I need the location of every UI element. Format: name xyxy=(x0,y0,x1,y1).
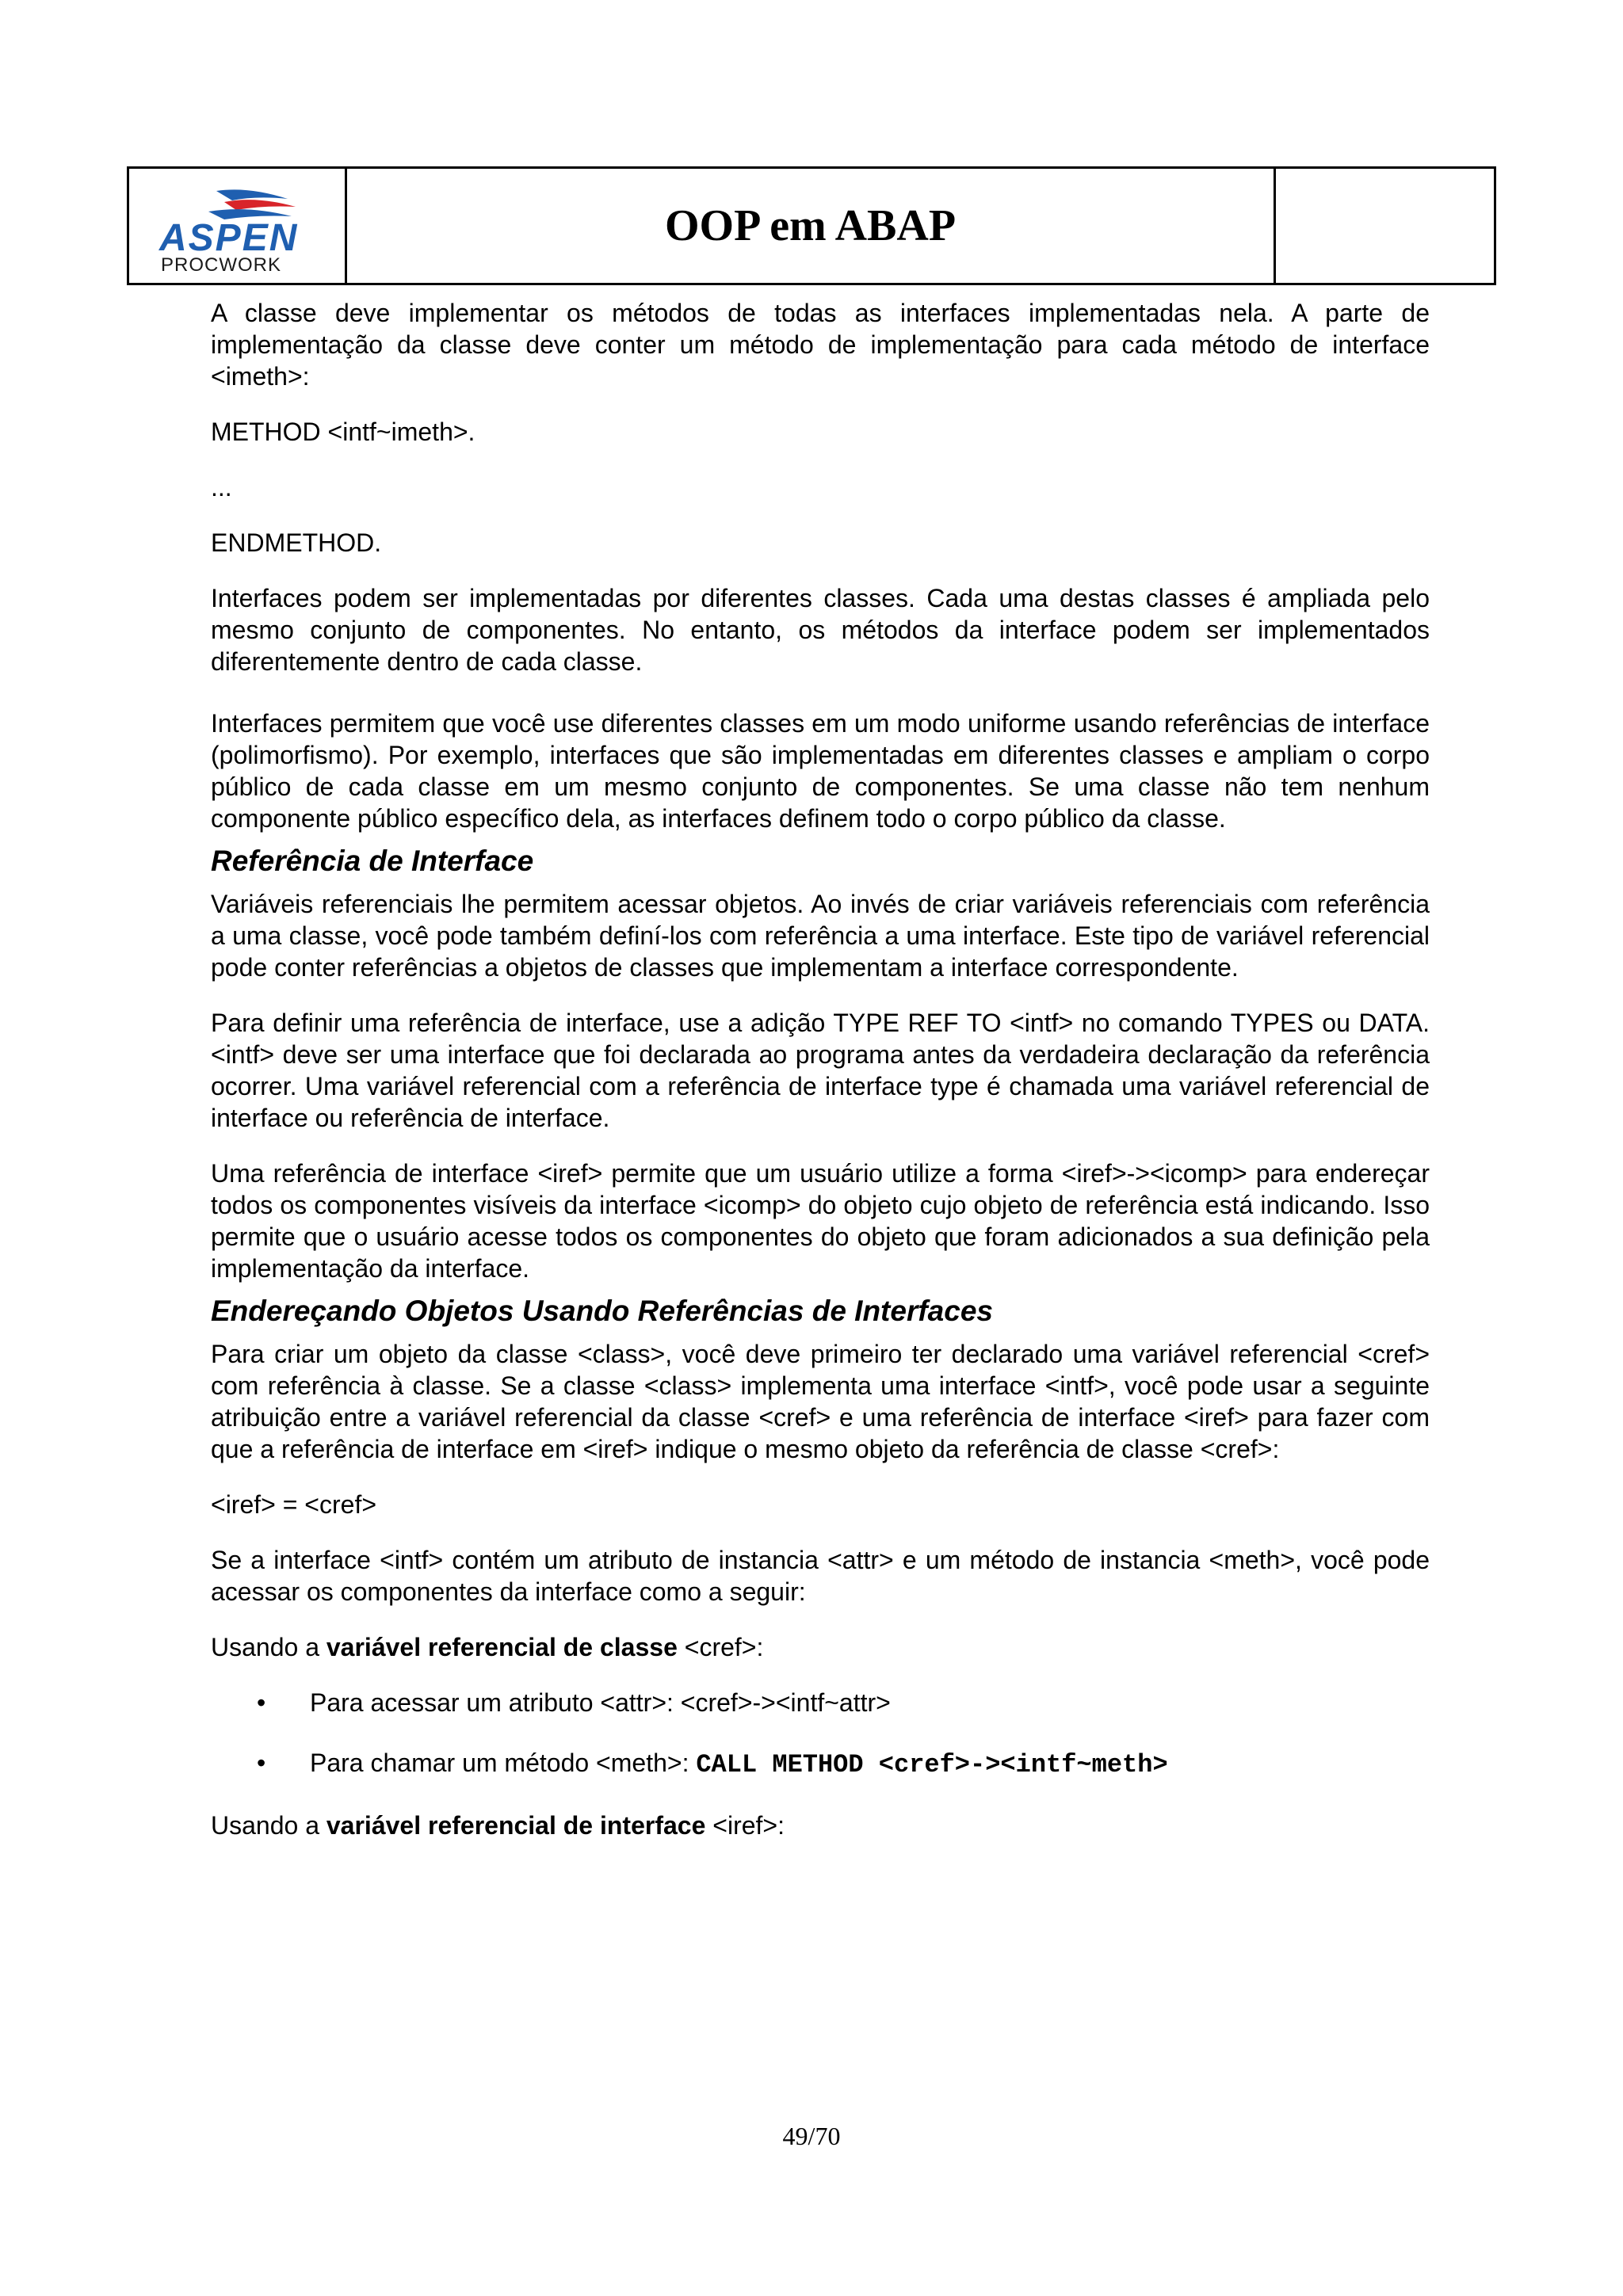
list-item xyxy=(211,1747,1430,1781)
code-line: ENDMETHOD. xyxy=(211,528,382,557)
bold-text: variável referencial de classe xyxy=(326,1633,678,1661)
paragraph: Interfaces permitem que você use diferentes classes em um modo uniforme usando referências de interface (polimorfismo). Por exemplo, interfaces que são implementadas em diferentes classes e ampliam o corpo público de cada classe em um mesmo conjunto de componentes. Se uma classe não tem nenhum componente público específico dela, as interfaces definem todo o corpo público da classe. xyxy=(211,709,1430,833)
list-item-text: Para acessar um atributo <attr>: <cref>-><intf~attr> xyxy=(310,1688,891,1717)
text-run: <iref>: xyxy=(705,1811,785,1840)
code-line: ... xyxy=(211,473,232,502)
list-item-text: Para chamar um método <meth>: xyxy=(310,1749,697,1777)
header-empty-cell xyxy=(1276,169,1494,283)
bullet-icon: • xyxy=(257,1749,266,1777)
code-line: METHOD <intf~imeth>. xyxy=(211,418,475,446)
logo-cell xyxy=(129,169,347,283)
logo-text: ASPEN xyxy=(159,217,299,259)
paragraph: Interfaces podem ser implementadas por diferentes classes. Cada uma destas classes é ampliada pelo mesmo conjunto de componentes. No entanto, os métodos da interface podem ser implementados diferentemente dentro de cada classe. xyxy=(211,584,1430,676)
paragraph: Uma referência de interface <iref> permite que um usuário utilize a forma <iref>-><icomp> para endereçar todos os componentes visíveis da interface <icomp> do objeto cujo objeto de referência está indicando. Isso permite que o usuário acesse todos os componentes do objeto que foram adicionados a sua definição pela implementação da interface. xyxy=(211,1159,1430,1283)
code-line: <iref> = <cref> xyxy=(211,1490,377,1519)
text-run: <cref>: xyxy=(677,1633,764,1661)
paragraph: Para definir uma referência de interface, use a adição TYPE REF TO <intf> no comando TYPES ou DATA. <intf> deve ser uma interface que foi declarada ao programa antes da verdadeira declaração da referência ocorrer. Uma variável referencial com a referência de interface type é chamada uma variável referencial de interface ou referência de interface. xyxy=(211,1009,1430,1132)
text-run: Usando a xyxy=(211,1633,327,1661)
page-content xyxy=(211,297,1430,1865)
paragraph xyxy=(211,1810,1430,1841)
paragraph xyxy=(211,1631,1430,1663)
code-text: CALL METHOD <cref>-><intf~meth> xyxy=(696,1750,1168,1779)
paragraph: Variáveis referenciais lhe permitem acessar objetos. Ao invés de criar variáveis referenciais com referência a uma classe, você pode também definí-los com referência a uma interface. Este tipo de variável referencial pode conter referências a objetos de classes que implementam a interface correspondente. xyxy=(211,890,1430,982)
page-number: 49/70 xyxy=(782,2122,841,2150)
bold-text: variável referencial de interface xyxy=(326,1811,706,1840)
text-run: Usando a xyxy=(211,1811,327,1840)
paragraph: Para criar um objeto da classe <class>, você deve primeiro ter declarado uma variável referencial <cref> com referência à classe. Se a classe <class> implementa uma interface <intf>, você pode usar a seguinte atribuição entre a variável referencial da classe <cref> e uma referência de interface <iref> para fazer com que a referência de interface em <iref> indique o mesmo objeto da referência de classe <cref>: xyxy=(211,1340,1430,1463)
page-header xyxy=(127,166,1496,285)
paragraph: A classe deve implementar os métodos de todas as interfaces implementadas nela. A parte de implementação da classe deve conter um método de implementação para cada método de interface <imeth>: xyxy=(211,299,1430,391)
paragraph: Se a interface <intf> contém um atributo de instancia <attr> e um método de instancia <meth>, você pode acessar os componentes da interface como a seguir: xyxy=(211,1546,1430,1606)
bullet-icon: • xyxy=(257,1688,266,1717)
section-heading: Referência de Interface xyxy=(211,845,534,877)
section-heading: Endereçando Objetos Usando Referências de Interfaces xyxy=(211,1295,993,1327)
logo-subtext: PROCWORK xyxy=(161,254,281,276)
list-item xyxy=(211,1687,1430,1718)
document-title: OOP em ABAP xyxy=(347,169,1276,283)
bullet-list xyxy=(211,1687,1430,1781)
